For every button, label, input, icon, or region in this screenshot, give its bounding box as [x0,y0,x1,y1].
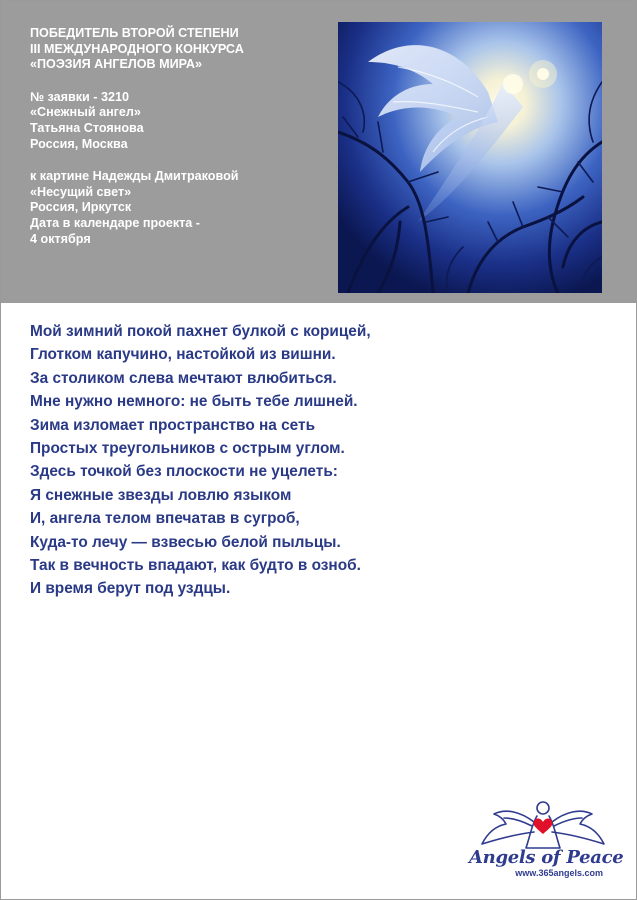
header-info [30,26,320,247]
award-line-2: III МЕЖДУНАРОДНОГО КОНКУРСА [30,41,244,56]
poem-line: Простых треугольников с острым углом. [30,440,345,458]
painting-artist: к картине Надежды Дмитраковой [30,169,239,184]
logo-url[interactable]: www.365angels.com [515,868,603,878]
poem-line: И время берут под уздцы. [30,580,231,598]
poem-line: Глотком капучино, настойкой из вишни. [30,346,336,364]
poem-line: Здесь точкой без плоскости не уцелеть: [30,463,338,481]
award-line-1: ПОБЕДИТЕЛЬ ВТОРОЙ СТЕПЕНИ [30,26,239,40]
angel-painting [338,22,602,293]
logo-name: Angels of Peace [469,847,624,868]
calendar-date: 4 октября [30,231,91,246]
angels-of-peace-logo [466,792,624,884]
poem-line: Мне нужно немного: не быть тебе лишней. [30,393,358,411]
angel-logo-icon [466,792,606,852]
poem-text [30,320,371,601]
poem-line: Куда-то лечу — взвесью белой пыльцы. [30,533,341,551]
author-name: Татьяна Стоянова [30,120,144,135]
poem-line: Мой зимний покой пахнет булкой с корицей, [30,323,371,340]
poem-title: «Снежный ангел» [30,105,141,120]
poem-line: За столиком слева мечтают влюбиться. [30,369,337,387]
painting-title: «Несущий свет» [30,184,132,199]
award-line-3: «ПОЭЗИЯ АНГЕЛОВ МИРА» [30,57,203,72]
poem-line: Так в вечность впадают, как будто в озноб. [30,557,361,575]
poem-line: Я снежные звезды ловлю языком [30,486,292,504]
entry-number: № заявки - 3210 [30,89,129,104]
painting-location: Россия, Иркутск [30,200,132,215]
poem-line: И, ангела телом впечатав в сугроб, [30,510,300,528]
header-panel [1,1,636,303]
poem-line: Зима изломает пространство на сеть [30,416,316,434]
author-location: Россия, Москва [30,136,128,151]
calendar-label: Дата в календаре проекта - [30,215,200,230]
